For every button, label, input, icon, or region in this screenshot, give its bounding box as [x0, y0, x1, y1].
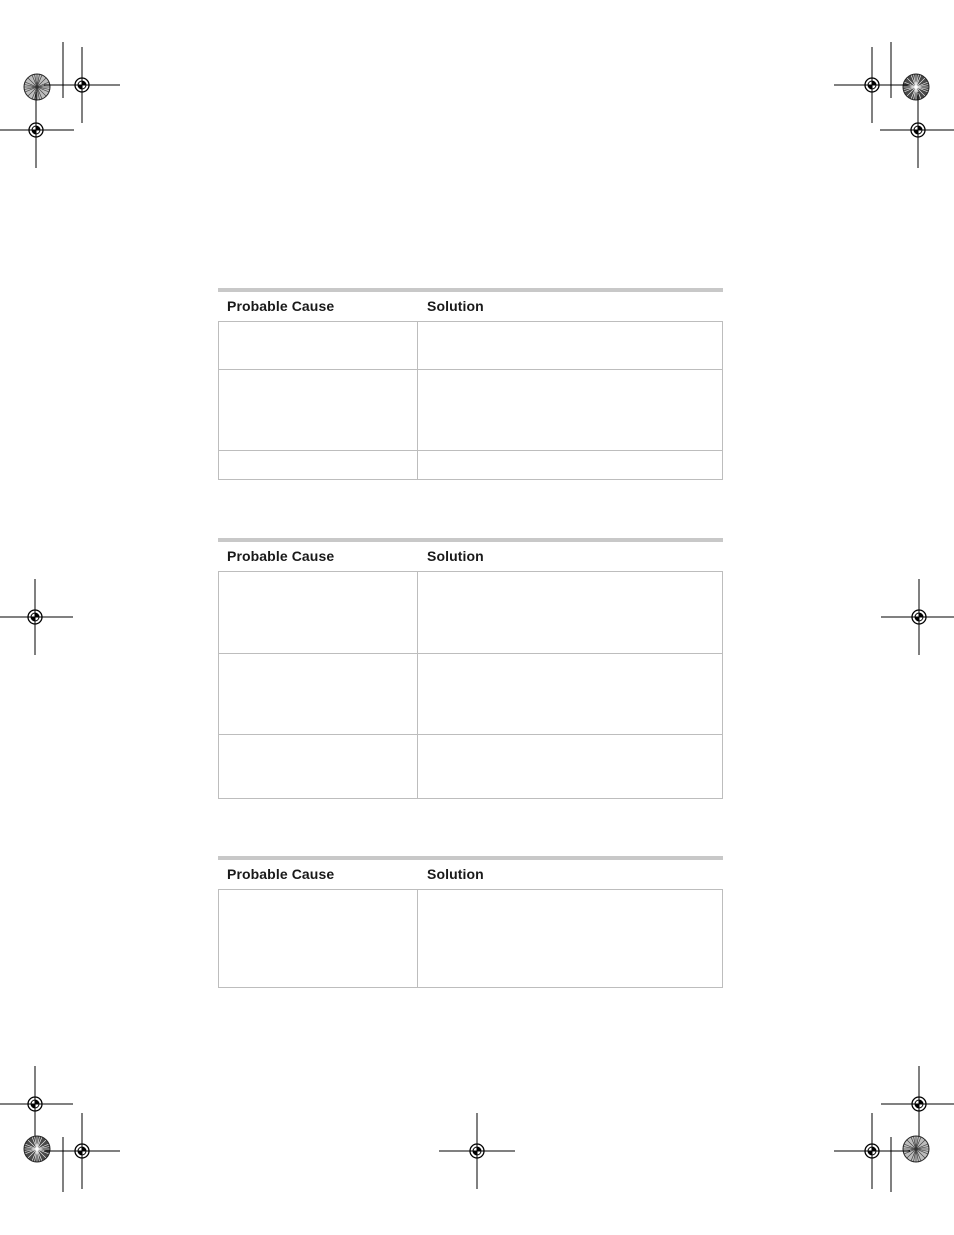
solution-cell	[418, 735, 722, 798]
table-row	[219, 572, 722, 653]
table-row	[219, 653, 722, 734]
solution-cell	[418, 370, 722, 450]
header-solution: Solution	[427, 298, 484, 314]
table-header	[218, 860, 723, 889]
crosshair-icon	[0, 579, 73, 655]
header-solution: Solution	[427, 548, 484, 564]
table-row	[219, 322, 722, 369]
troubleshooting-table-1	[218, 288, 723, 480]
table-row	[219, 890, 722, 987]
crosshair-icon	[44, 1113, 120, 1189]
troubleshooting-table-2	[218, 538, 723, 799]
starburst-icon	[24, 74, 50, 100]
table-header	[218, 542, 723, 571]
table-body	[218, 889, 723, 988]
cause-cell	[219, 370, 418, 450]
solution-cell	[418, 890, 722, 987]
solution-cell	[418, 654, 722, 734]
crosshair-icon	[0, 92, 74, 168]
header-solution: Solution	[427, 866, 484, 882]
troubleshooting-table-3	[218, 856, 723, 988]
crosshair-icon	[880, 92, 954, 168]
crosshair-icon	[0, 1066, 73, 1142]
crosshair-icon	[44, 47, 120, 123]
crosshair-icon	[834, 1113, 910, 1189]
starburst-icon	[903, 74, 929, 100]
cause-cell	[219, 322, 418, 369]
header-probable-cause: Probable Cause	[227, 298, 335, 314]
table-row	[219, 734, 722, 798]
crosshair-icon	[834, 47, 910, 123]
crosshair-icon	[881, 1066, 954, 1142]
solution-cell	[418, 322, 722, 369]
header-probable-cause: Probable Cause	[227, 866, 335, 882]
table-row	[219, 450, 722, 479]
table-body	[218, 571, 723, 799]
starburst-icon	[24, 1136, 50, 1162]
crosshair-icon	[881, 579, 954, 655]
starburst-icon	[903, 1136, 929, 1162]
table-body	[218, 321, 723, 480]
header-probable-cause: Probable Cause	[227, 548, 335, 564]
cause-cell	[219, 654, 418, 734]
cause-cell	[219, 890, 418, 987]
solution-cell	[418, 572, 722, 653]
crosshair-icon	[439, 1113, 515, 1189]
cause-cell	[219, 451, 418, 479]
table-header	[218, 292, 723, 321]
cause-cell	[219, 572, 418, 653]
cause-cell	[219, 735, 418, 798]
solution-cell	[418, 451, 722, 479]
table-row	[219, 369, 722, 450]
